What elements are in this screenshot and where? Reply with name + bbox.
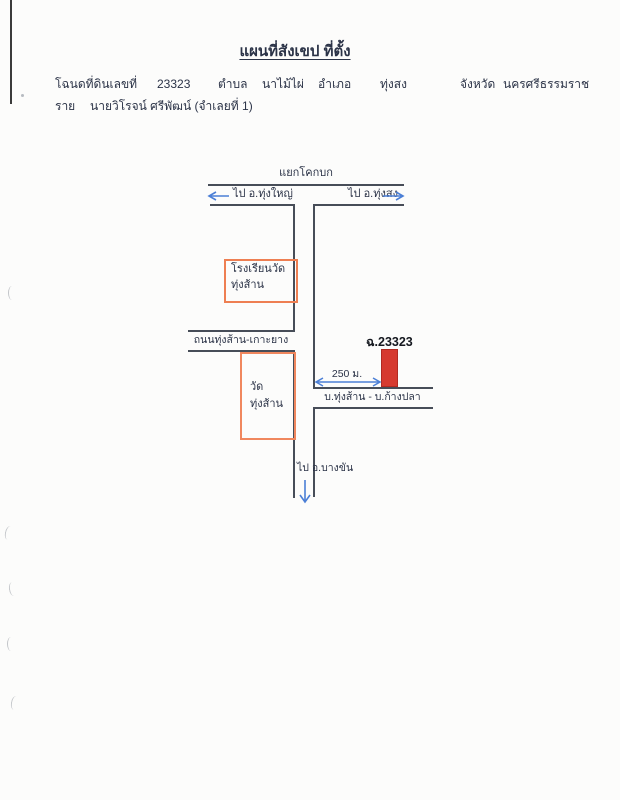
scan-artifact [8, 582, 18, 597]
subdistrict-label: ตำบล [218, 77, 248, 91]
page-title: แผนที่สังเขป ที่ตั้ง [239, 43, 351, 60]
scan-artifact [10, 695, 20, 710]
distance-arrow-icon [314, 376, 382, 388]
deed-label: โฉนดที่ดินเลขที่ [55, 77, 138, 91]
vertical-road-right-edge-upper [313, 204, 315, 388]
school-name: โรงเรียนวัด ทุ่งส้าน [231, 263, 286, 291]
left-road-label: ถนนทุ่งส้าน-เกาะยาง [193, 334, 289, 346]
scan-artifact [7, 637, 15, 651]
scan-artifact [10, 0, 12, 104]
distance-label: 250 ม. [331, 368, 363, 380]
province-label: จังหวัด [460, 77, 496, 91]
direction-right-label: ไป อ.ทุ่งสง [348, 188, 398, 200]
scan-artifact [8, 286, 16, 300]
top-road-lower-edge-right [313, 204, 404, 206]
deed-number: 23323 [157, 77, 191, 91]
subdistrict-value: นาไม้ไผ่ [262, 77, 304, 91]
right-road-label: บ.ทุ่งส้าน - บ.ก้างปลา [324, 391, 421, 403]
arrow-right-icon [382, 190, 406, 202]
temple-name: วัด ทุ่งส้าน [250, 381, 284, 410]
direction-down-label: ไป อ.บางขัน [297, 462, 354, 474]
junction-label: แยกโคกบก [279, 167, 333, 179]
parcel-label: ฉ.23323 [366, 335, 413, 349]
left-road-upper-edge [188, 330, 295, 332]
direction-left-label: ไป อ.ทุ่งใหญ่ [233, 188, 293, 200]
parcel-marker [381, 349, 398, 387]
party-name: นายวิโรจน์ ศรีพัฒน์ (จำเลยที่ 1) [90, 99, 253, 113]
top-road-lower-edge-left [210, 204, 295, 206]
vertical-road-right-edge-lower [313, 407, 315, 497]
district-value: ทุ่งสง [380, 77, 407, 91]
right-road-lower-edge [313, 407, 433, 409]
scan-artifact [21, 94, 24, 97]
top-road-upper-edge [208, 184, 404, 186]
party-label: ราย [55, 99, 76, 113]
province-value: นครศรีธรรมราช [503, 77, 590, 91]
arrow-down-icon [297, 479, 313, 505]
scan-artifact [4, 525, 15, 540]
district-label: อำเภอ [318, 77, 352, 91]
arrow-left-icon [206, 190, 230, 202]
